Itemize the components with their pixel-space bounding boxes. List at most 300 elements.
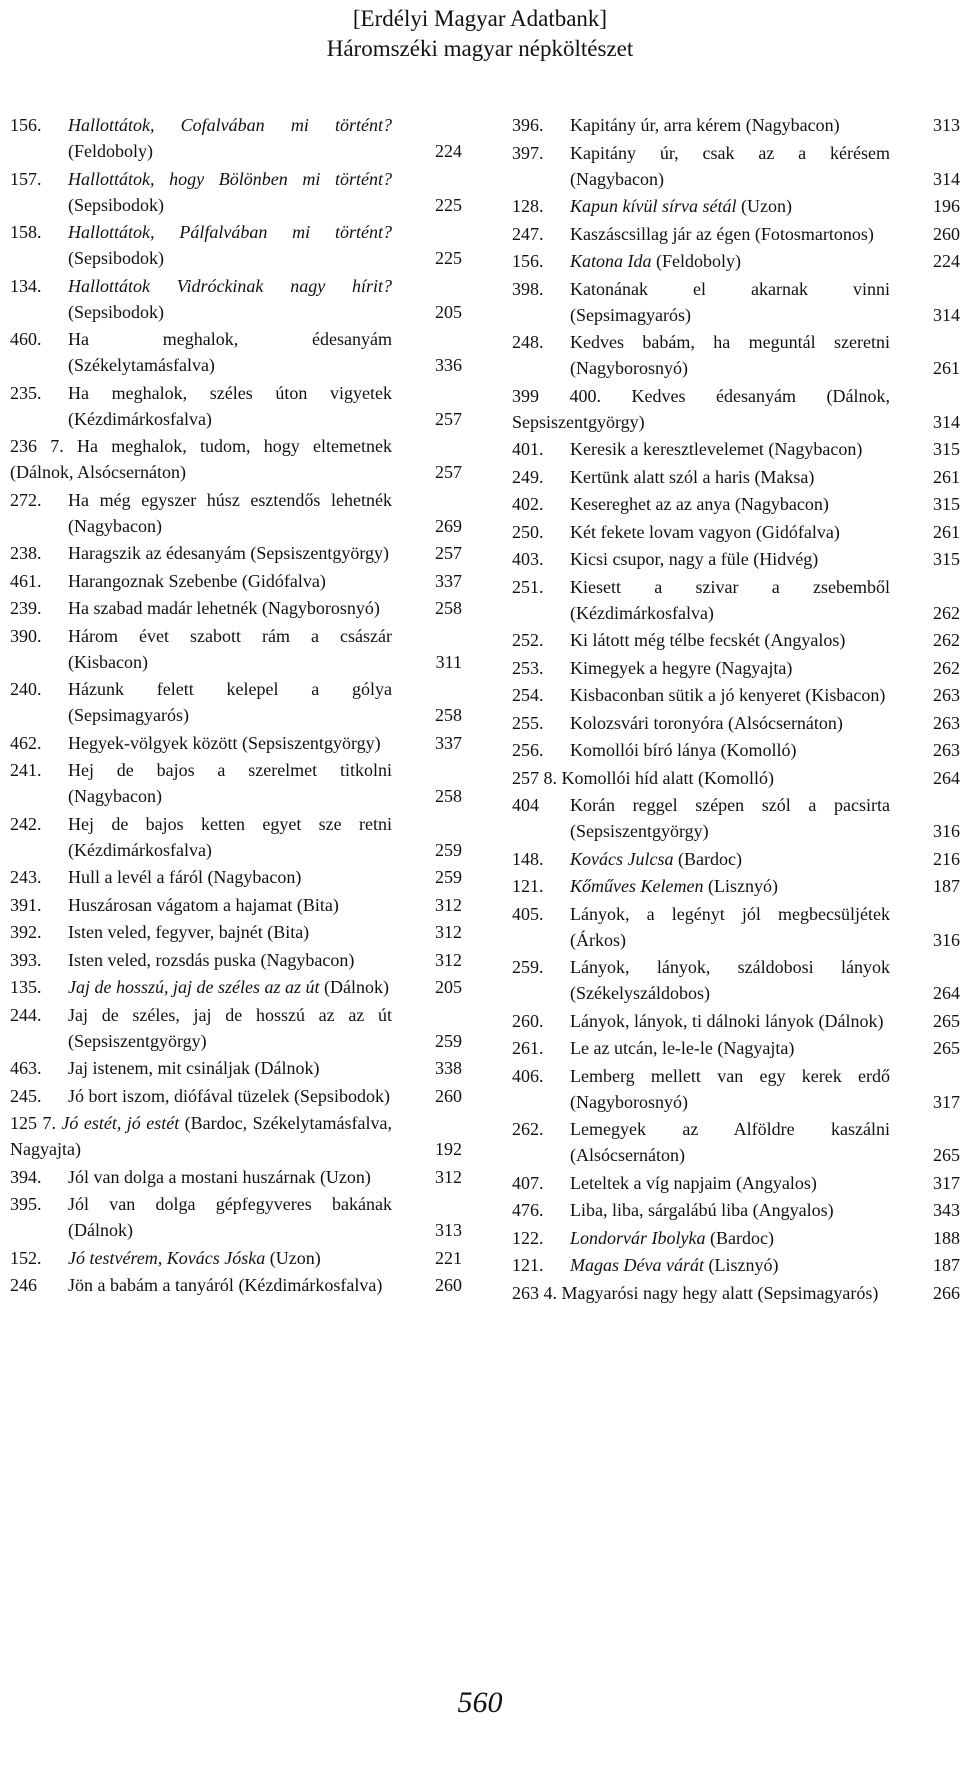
entry-title <box>570 737 890 763</box>
entry-number: 257 8. <box>512 767 557 788</box>
entry-page-number: 316 <box>933 929 960 950</box>
entry-text: Hallottátok, Pálfalvában mi történt? (Sepsibodok) <box>68 222 392 268</box>
entry-page-number: 261 <box>933 521 960 542</box>
index-entry <box>512 276 960 328</box>
entry-number: 244. <box>10 1004 42 1025</box>
entry-text: Kisbaconban sütik a jó kenyeret (Kisbacon) <box>570 685 886 705</box>
entry-number: 398. <box>512 278 544 299</box>
entry-number: 460. <box>10 329 42 349</box>
index-entry <box>10 1191 462 1243</box>
entry-text: Isten veled, fegyver, bajnét (Bita) <box>68 922 310 942</box>
entry-title <box>570 1252 890 1278</box>
entry-title <box>68 380 392 432</box>
entry-text: Kertünk alatt szól a haris (Maksa) <box>570 466 815 487</box>
entry-number: 157. <box>10 168 42 189</box>
entry-title <box>570 574 890 626</box>
entry-number: 121. <box>512 1255 544 1275</box>
page-number: 560 <box>457 1686 503 1719</box>
entry-text: Jól van dolga a mostani huszárnak (Uzon) <box>68 1166 371 1187</box>
entry-title <box>68 864 392 890</box>
entry-page-number: 257 <box>435 408 462 429</box>
entry-text: Liba, liba, sárgalábú liba (Angyalos) <box>570 1200 834 1220</box>
entry-page-number: 311 <box>435 651 462 672</box>
entry-number: 476. <box>512 1200 544 1220</box>
entry-page-number: 315 <box>933 494 960 514</box>
entry-title <box>570 1035 890 1061</box>
index-entry <box>512 1280 960 1306</box>
entry-page-number: 262 <box>933 602 960 623</box>
entry-number: 394. <box>10 1166 42 1187</box>
index-entry <box>10 864 462 890</box>
entry-page-number: 261 <box>933 358 960 378</box>
entry-text: Lányok, a legényt jól megbecsüljétek (Árkos) <box>570 903 890 950</box>
entry-title <box>570 846 890 872</box>
index-entry <box>10 1272 462 1298</box>
entry-text: Hegyek-völgyek között (Sepsiszentgyörgy) <box>68 732 381 753</box>
entry-text: Ha szabad madár lehetnék (Nagyborosnyó) <box>68 598 380 618</box>
entry-title <box>570 655 890 681</box>
entry-page-number: 263 <box>933 712 960 733</box>
entry-text: Magas Déva várát (Lisznyó) <box>570 1255 779 1275</box>
entry-text: Kedves babám, ha meguntál szeretni (Nagyborosnyó) <box>570 332 890 378</box>
entry-text: Jaj de hosszú, jaj de széles az az út (Dálnok) <box>68 977 389 997</box>
entry-title <box>10 1110 392 1162</box>
entry-number: 250. <box>512 521 544 542</box>
entry-page-number: 260 <box>435 1085 462 1106</box>
entry-title <box>68 1083 392 1109</box>
entry-title <box>68 623 392 675</box>
entry-number: 390. <box>10 625 42 646</box>
entry-title <box>10 433 392 485</box>
index-entry <box>512 221 960 247</box>
entry-title <box>68 273 392 325</box>
entry-title <box>570 792 890 844</box>
index-entry <box>512 1225 960 1251</box>
entry-page-number: 264 <box>933 983 960 1003</box>
entry-number: 246 <box>10 1275 37 1295</box>
entry-page-number: 257 <box>435 543 462 563</box>
entry-page-number: 192 <box>435 1139 462 1159</box>
entry-title <box>68 1191 392 1243</box>
entry-page-number: 264 <box>933 767 960 788</box>
entry-number: 259. <box>512 957 544 977</box>
entry-text: Kapitány úr, arra kérem (Nagybacon) <box>570 115 840 135</box>
entry-text: Hallottátok, Cofalvában mi történt? (Feldoboly) <box>68 115 392 161</box>
entry-text: Ha meghalok, széles úton vigyetek (Kézdimárkosfalva) <box>68 382 392 429</box>
entry-number: 255. <box>512 712 544 733</box>
index-entry <box>10 1164 462 1190</box>
entry-title <box>570 682 890 708</box>
entry-text: Londorvár Ibolyka (Bardoc) <box>570 1227 774 1248</box>
entry-page-number: 314 <box>933 304 960 325</box>
index-entry <box>512 248 960 274</box>
entry-text: Kolozsvári toronyóra (Alsócsernáton) <box>570 712 843 733</box>
entry-text: Kapitány úr, csak az a kérésem (Nagybacon) <box>570 142 890 189</box>
entry-page-number: 262 <box>933 657 960 678</box>
entry-number: 251. <box>512 576 544 597</box>
entry-number: 396. <box>512 115 544 135</box>
entry-page-number: 261 <box>933 466 960 487</box>
index-entry <box>10 757 462 809</box>
entry-page-number: 187 <box>933 876 960 896</box>
index-entry <box>10 892 462 918</box>
index-entry <box>512 655 960 681</box>
index-entry <box>512 546 960 572</box>
page-title: [Erdélyi Magyar Adatbank] <box>352 6 608 31</box>
entry-page-number: 312 <box>435 922 462 942</box>
index-entry <box>10 1002 462 1054</box>
entry-number: 135. <box>10 977 42 997</box>
index-entry <box>512 1252 960 1278</box>
right-index-column <box>512 112 960 1307</box>
index-entry <box>512 1063 960 1115</box>
entry-title <box>570 1116 890 1168</box>
entry-page-number: 316 <box>933 821 960 841</box>
index-entry <box>10 919 462 945</box>
entry-text: Lemberg mellett van egy kerek erdő (Nagyborosnyó) <box>570 1065 890 1112</box>
index-entry <box>10 947 462 973</box>
entry-page-number: 269 <box>435 515 462 536</box>
entry-text: Katona Ida (Feldoboly) <box>570 251 742 271</box>
entry-number: 263 4. <box>512 1282 557 1303</box>
entry-page-number: 259 <box>435 867 462 887</box>
index-entry <box>10 326 462 378</box>
entry-page-number: 315 <box>933 439 960 459</box>
entry-page-number: 260 <box>435 1275 462 1295</box>
index-entry <box>10 540 462 566</box>
entry-text: Jó testvérem, Kovács Jóska (Uzon) <box>68 1247 321 1268</box>
index-entry <box>512 901 960 953</box>
entry-text: Jön a babám a tanyáról (Kézdimárkosfalva) <box>68 1275 383 1295</box>
index-entry <box>512 112 960 138</box>
entry-text: Korán reggel szépen szól a pacsirta (Sepsiszentgyörgy) <box>570 795 890 841</box>
entry-title <box>570 1170 890 1196</box>
entry-number: 245. <box>10 1085 42 1106</box>
entry-text: Komollói híd alatt (Komolló) <box>561 767 774 788</box>
entry-title <box>570 140 890 192</box>
entry-page-number: 205 <box>435 977 462 997</box>
entry-text: Harangoznak Szebenbe (Gidófalva) <box>68 570 326 591</box>
entry-number: 243. <box>10 867 42 887</box>
entry-title <box>68 730 392 756</box>
entry-text: Jó bort iszom, diófával tüzelek (Sepsibodok) <box>68 1085 390 1106</box>
entry-text: Haragszik az édesanyám (Sepsiszentgyörgy) <box>68 543 390 563</box>
entry-title <box>68 568 392 594</box>
index-entry <box>10 1055 462 1081</box>
entry-page-number: 259 <box>435 839 462 860</box>
index-entry <box>10 219 462 271</box>
entry-number: 395. <box>10 1194 42 1214</box>
entry-text: Leteltek a víg napjaim (Angyalos) <box>570 1172 817 1193</box>
entry-number: 252. <box>512 630 544 650</box>
entry-number: 236 7. <box>10 436 64 456</box>
entry-text: Komollói bíró lánya (Komolló) <box>570 740 797 760</box>
entry-text: Kaszáscsillag jár az égen (Fotosmartonos) <box>570 223 874 244</box>
entry-number: 260. <box>512 1010 544 1031</box>
entry-title <box>570 491 890 517</box>
entry-title <box>570 1197 890 1223</box>
entry-text: Hallottátok, hogy Bölönben mi történt? (Sepsibodok) <box>68 168 392 215</box>
entry-title <box>570 221 890 247</box>
entry-page-number: 258 <box>435 705 462 725</box>
entry-page-number: 263 <box>933 685 960 705</box>
entry-text: Keresik a keresztlevelemet (Nagybacon) <box>570 439 863 459</box>
entry-title <box>68 919 392 945</box>
entry-text: Magyarósi nagy hegy alatt (Sepsimagyarós) <box>561 1282 879 1303</box>
index-entry <box>512 627 960 653</box>
page-header <box>0 4 960 64</box>
entry-title <box>570 436 890 462</box>
entry-page-number: 260 <box>933 223 960 244</box>
entry-text: Kimegyek a hegyre (Nagyajta) <box>570 657 793 678</box>
entry-text: Lányok, lányok, ti dálnoki lányok (Dálnok) <box>570 1010 884 1031</box>
index-entry <box>512 765 960 791</box>
entry-title <box>68 166 392 218</box>
entry-text: Hallottátok Vidróckinak nagy hírit? (Sepsibodok) <box>68 275 392 322</box>
index-entry <box>10 273 462 325</box>
entry-text: Jaj de széles, jaj de hosszú az az út (Sepsiszentgyörgy) <box>68 1004 392 1051</box>
entry-text: Katonának el akarnak vinni (Sepsimagyarós) <box>570 278 890 325</box>
entry-number: 397. <box>512 142 544 163</box>
entry-number: 239. <box>10 598 42 618</box>
entry-page-number: 314 <box>933 411 960 432</box>
entry-text: Kedves édesanyám (Dálnok, Sepsiszentgyörgy) <box>512 385 890 432</box>
index-entry <box>10 974 462 1000</box>
entry-number: 405. <box>512 903 544 924</box>
entry-number: 241. <box>10 760 42 780</box>
entry-page-number: 225 <box>435 248 462 268</box>
entry-number: 262. <box>512 1119 544 1139</box>
index-entry <box>10 595 462 621</box>
index-entry <box>10 1083 462 1109</box>
entry-page-number: 265 <box>933 1010 960 1031</box>
entry-text: Ha még egyszer húsz esztendős lehetnék (Nagybacon) <box>68 489 392 536</box>
entry-text: Isten veled, rozsdás puska (Nagybacon) <box>68 949 355 970</box>
entry-page-number: 263 <box>933 740 960 760</box>
entry-text: Kesereghet az az anya (Nagybacon) <box>570 494 829 514</box>
entry-title <box>512 1280 890 1306</box>
index-entry <box>10 1245 462 1271</box>
entry-title <box>512 765 890 791</box>
index-entry <box>512 1008 960 1034</box>
entry-page-number: 187 <box>933 1255 960 1275</box>
entry-page-number: 224 <box>933 251 960 271</box>
entry-number: 235. <box>10 382 42 403</box>
index-entry <box>512 682 960 708</box>
index-entry <box>10 811 462 863</box>
index-entry <box>512 1197 960 1223</box>
entry-text: Ha meghalok, tudom, hogy eltemetnek (Dálnok, Alsócsernáton) <box>10 436 393 482</box>
index-entry <box>10 623 462 675</box>
entry-page-number: 313 <box>435 1220 462 1240</box>
entry-number: 248. <box>512 332 544 352</box>
entry-number: 125 7. <box>10 1113 56 1133</box>
entry-number: 403. <box>512 549 544 569</box>
index-entry <box>10 112 462 164</box>
entry-text: Lemegyek az Alföldre kaszálni (Alsócsernáton) <box>570 1119 890 1165</box>
entry-number: 148. <box>512 848 544 869</box>
index-entry <box>512 873 960 899</box>
entry-text: Jaj istenem, mit csináljak (Dálnok) <box>68 1058 320 1078</box>
index-entry <box>10 487 462 539</box>
entry-page-number: 317 <box>933 1091 960 1112</box>
entry-title <box>68 1245 392 1271</box>
index-entry <box>512 1035 960 1061</box>
entry-number: 253. <box>512 657 544 678</box>
entry-title <box>68 219 392 271</box>
entry-title <box>570 873 890 899</box>
entry-page-number: 265 <box>933 1038 960 1058</box>
left-index-column <box>10 112 462 1300</box>
entry-page-number: 337 <box>435 570 462 591</box>
index-entry <box>10 568 462 594</box>
entry-number: 121. <box>512 876 544 896</box>
entry-title <box>570 627 890 653</box>
entry-text: Házunk felett kelepel a gólya (Sepsimagyarós) <box>68 679 392 725</box>
entry-text: Huszárosan vágatom a hajamat (Bita) <box>68 894 339 915</box>
entry-number: 392. <box>10 922 42 942</box>
entry-page-number: 312 <box>435 894 462 915</box>
index-entry <box>512 464 960 490</box>
entry-number: 128. <box>512 196 544 216</box>
entry-title <box>68 811 392 863</box>
page-subtitle: Háromszéki magyar népköltészet <box>326 36 634 61</box>
entry-title <box>68 326 392 378</box>
index-entry <box>10 380 462 432</box>
entry-text: Két fekete lovam vagyon (Gidófalva) <box>570 521 840 542</box>
entry-number: 399 400. <box>512 385 602 406</box>
entry-page-number: 221 <box>435 1247 462 1268</box>
entry-number: 242. <box>10 813 42 834</box>
entry-number: 406. <box>512 1065 544 1086</box>
index-entry <box>512 519 960 545</box>
index-entry <box>512 792 960 844</box>
entry-title <box>68 947 392 973</box>
entry-text: Kőműves Kelemen (Lisznyó) <box>570 876 778 896</box>
entry-title <box>68 1055 392 1081</box>
entry-number: 402. <box>512 494 544 514</box>
entry-title <box>68 487 392 539</box>
entry-title <box>570 248 890 274</box>
entry-text: Kiesett a szivar a zsebemből (Kézdimárkosfalva) <box>570 576 890 623</box>
entry-number: 247. <box>512 223 544 244</box>
entry-title <box>68 112 392 164</box>
entry-title <box>570 954 890 1006</box>
entry-title <box>570 112 890 138</box>
entry-number: 272. <box>10 489 42 510</box>
entry-page-number: 259 <box>435 1030 462 1051</box>
entry-page-number: 265 <box>933 1145 960 1165</box>
entry-title <box>68 757 392 809</box>
entry-title <box>570 710 890 736</box>
entry-number: 401. <box>512 439 544 459</box>
index-entry <box>10 730 462 756</box>
entry-title <box>570 329 890 381</box>
entry-page-number: 343 <box>933 1200 960 1220</box>
entry-page-number: 225 <box>435 194 462 215</box>
entry-page-number: 205 <box>435 301 462 322</box>
entry-number: 156. <box>512 251 544 271</box>
entry-title <box>68 1272 392 1298</box>
entry-text: Hej de bajos a szerelmet titkolni (Nagybacon) <box>68 760 392 806</box>
index-entry <box>512 737 960 763</box>
entry-text: Le az utcán, le-le-le (Nagyajta) <box>570 1038 795 1058</box>
entry-page-number: 196 <box>933 196 960 216</box>
entry-page-number: 266 <box>933 1282 960 1303</box>
entry-text: Kicsi csupor, nagy a füle (Hidvég) <box>570 549 819 569</box>
entry-text: Kapun kívül sírva sétál (Uzon) <box>570 196 792 216</box>
entry-title <box>570 1225 890 1251</box>
entry-number: 404 <box>512 795 539 815</box>
entry-number: 240. <box>10 679 42 699</box>
entry-text: Hull a levél a fáról (Nagybacon) <box>68 867 302 887</box>
index-entry <box>512 491 960 517</box>
entry-page-number: 224 <box>435 141 462 161</box>
index-entry <box>10 1110 462 1162</box>
entry-number: 156. <box>10 115 42 135</box>
entry-text: Lányok, lányok, száldobosi lányok (Székelyszáldobos) <box>570 957 890 1003</box>
entry-page-number: 317 <box>933 1172 960 1193</box>
entry-title <box>68 1002 392 1054</box>
entry-title <box>68 1164 392 1190</box>
entry-text: Hej de bajos ketten egyet sze retni (Kézdimárkosfalva) <box>68 813 392 860</box>
entry-text: Három évet szabott rám a császár (Kisbacon) <box>68 625 392 672</box>
entry-title <box>570 546 890 572</box>
entry-title <box>570 1008 890 1034</box>
entry-title <box>570 464 890 490</box>
entry-title <box>570 1063 890 1115</box>
entry-page-number: 338 <box>435 1058 462 1078</box>
entry-number: 256. <box>512 740 544 760</box>
entry-number: 238. <box>10 543 42 563</box>
entry-title <box>68 974 392 1000</box>
index-entry <box>512 193 960 219</box>
entry-text: Ha meghalok, édesanyám (Székelytamásfalva) <box>68 329 392 375</box>
index-entry <box>512 383 960 435</box>
entry-number: 407. <box>512 1172 544 1193</box>
entry-text: Kovács Julcsa (Bardoc) <box>570 848 742 869</box>
entry-title <box>570 193 890 219</box>
index-entry <box>512 710 960 736</box>
entry-number: 391. <box>10 894 42 915</box>
entry-title <box>570 276 890 328</box>
entry-page-number: 188 <box>933 1227 960 1248</box>
index-entry <box>512 574 960 626</box>
entry-title <box>68 892 392 918</box>
entry-number: 134. <box>10 275 42 296</box>
entry-page-number: 315 <box>933 549 960 569</box>
entry-number: 254. <box>512 685 544 705</box>
entry-number: 122. <box>512 1227 544 1248</box>
entry-title <box>68 676 392 728</box>
index-entry <box>512 140 960 192</box>
index-entry <box>512 1170 960 1196</box>
entry-page-number: 312 <box>435 949 462 970</box>
index-entry <box>512 954 960 1006</box>
entry-text: Ki látott még télbe fecskét (Angyalos) <box>570 630 846 650</box>
entry-page-number: 258 <box>435 598 462 618</box>
entry-text: Jól van dolga gépfegyveres bakának (Dálnok) <box>68 1194 392 1240</box>
entry-page-number: 314 <box>933 168 960 189</box>
entry-page-number: 257 <box>435 462 462 482</box>
index-entry <box>512 1116 960 1168</box>
entry-page-number: 312 <box>435 1166 462 1187</box>
entry-number: 152. <box>10 1247 42 1268</box>
entry-title <box>570 901 890 953</box>
entry-title <box>570 519 890 545</box>
entry-number: 249. <box>512 466 544 487</box>
entry-page-number: 337 <box>435 732 462 753</box>
